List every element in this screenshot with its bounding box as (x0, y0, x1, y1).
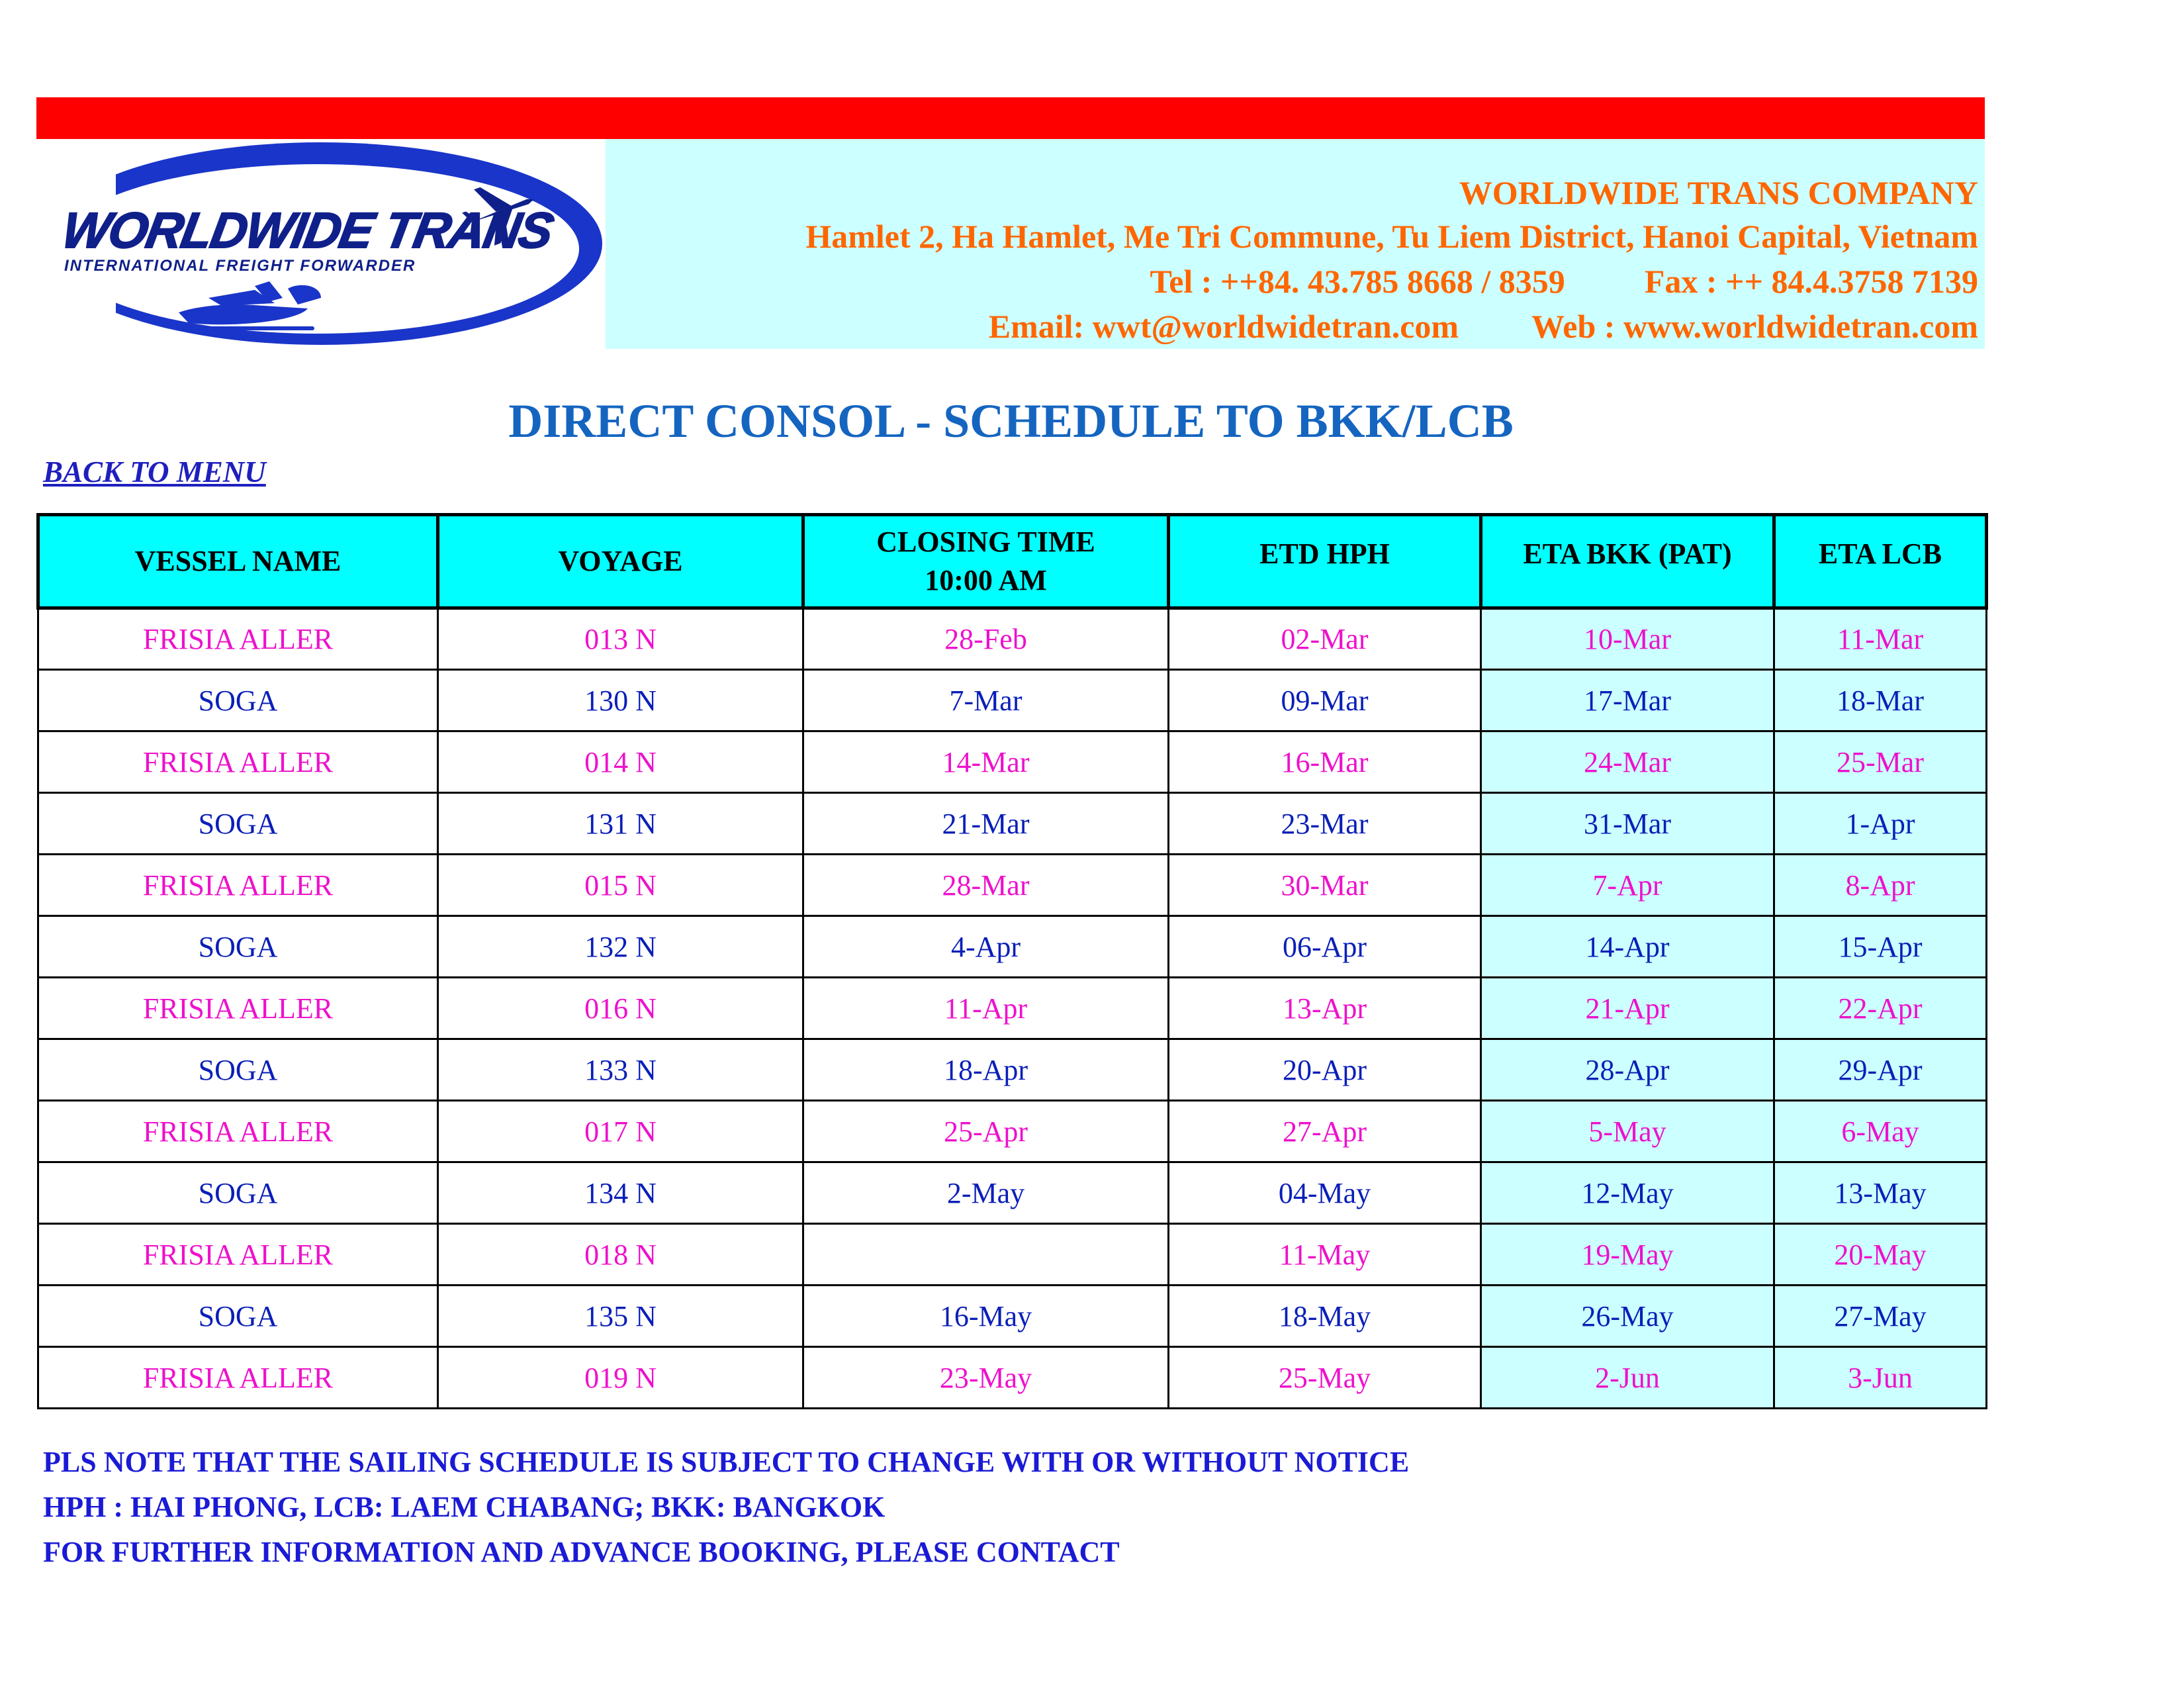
cell-vessel: FRISIA ALLER (38, 1347, 438, 1409)
header-red-bar (36, 97, 1985, 139)
cell-voyage: 016 N (438, 978, 803, 1039)
header-vessel-name: VESSEL NAME (38, 515, 438, 608)
cell-eta-bkk: 26-May (1481, 1286, 1774, 1347)
cell-etd: 11-May (1169, 1224, 1481, 1286)
cell-vessel: FRISIA ALLER (38, 608, 438, 670)
cell-closing: 21-Mar (803, 793, 1169, 855)
cell-eta-bkk: 24-Mar (1481, 731, 1774, 793)
cell-eta-lcb: 18-Mar (1774, 670, 1987, 731)
table-row (38, 1347, 1987, 1409)
cell-etd: 25-May (1169, 1347, 1481, 1409)
company-phone-fax (1150, 262, 1978, 301)
company-info-block (606, 139, 1985, 349)
table-header-row (38, 515, 1987, 608)
cell-eta-bkk: 17-Mar (1481, 670, 1774, 731)
note-schedule-change: PLS NOTE THAT THE SAILING SCHEDULE IS SUBJECT TO CHANGE WITH OR WITHOUT NOTICE (43, 1446, 1410, 1478)
cell-voyage: 014 N (438, 731, 803, 793)
cell-closing: 7-Mar (803, 670, 1169, 731)
cell-closing: 18-Apr (803, 1039, 1169, 1101)
cell-eta-bkk: 31-Mar (1481, 793, 1774, 855)
cell-voyage: 131 N (438, 793, 803, 855)
cell-voyage: 015 N (438, 855, 803, 916)
cell-closing: 25-Apr (803, 1101, 1169, 1162)
cell-etd: 13-Apr (1169, 978, 1481, 1039)
cell-closing: 28-Mar (803, 855, 1169, 916)
cell-etd: 18-May (1169, 1286, 1481, 1347)
header-closing-time (803, 515, 1169, 608)
cell-eta-lcb: 8-Apr (1774, 855, 1987, 916)
cell-eta-bkk: 7-Apr (1481, 855, 1774, 916)
table-row (38, 855, 1987, 916)
cell-eta-lcb: 22-Apr (1774, 978, 1987, 1039)
cell-etd: 09-Mar (1169, 670, 1481, 731)
cell-voyage: 019 N (438, 1347, 803, 1409)
cell-closing: 28-Feb (803, 608, 1169, 670)
table-row (38, 916, 1987, 978)
cell-eta-lcb: 29-Apr (1774, 1039, 1987, 1101)
table-row (38, 1224, 1987, 1286)
header-eta-lcb: ETA LCB (1774, 515, 1987, 608)
cell-vessel: FRISIA ALLER (38, 978, 438, 1039)
note-contact: FOR FURTHER INFORMATION AND ADVANCE BOOKING, PLEASE CONTACT (43, 1536, 1120, 1568)
cell-eta-lcb: 11-Mar (1774, 608, 1987, 670)
cell-vessel: FRISIA ALLER (38, 1101, 438, 1162)
page-title: DIRECT CONSOL - SCHEDULE TO BKK/LCB (508, 395, 1514, 447)
table-row (38, 731, 1987, 793)
cell-eta-lcb: 20-May (1774, 1224, 1987, 1286)
cell-voyage: 130 N (438, 670, 803, 731)
footer-notes (43, 1440, 1409, 1575)
cell-closing: 23-May (803, 1347, 1169, 1409)
cell-closing (803, 1224, 1169, 1286)
cell-eta-lcb: 3-Jun (1774, 1347, 1987, 1409)
cell-voyage: 013 N (438, 608, 803, 670)
cell-vessel: FRISIA ALLER (38, 731, 438, 793)
cell-voyage: 133 N (438, 1039, 803, 1101)
company-name: WORLDWIDE TRANS COMPANY (1459, 174, 1978, 211)
cell-eta-bkk: 5-May (1481, 1101, 1774, 1162)
table-row (38, 1162, 1987, 1224)
cell-etd: 27-Apr (1169, 1101, 1481, 1162)
header-voyage: VOYAGE (438, 515, 803, 608)
cell-eta-bkk: 2-Jun (1481, 1347, 1774, 1409)
cell-eta-bkk: 28-Apr (1481, 1039, 1774, 1101)
cell-closing: 2-May (803, 1162, 1169, 1224)
cell-vessel: SOGA (38, 1162, 438, 1224)
table-row (38, 670, 1987, 731)
cell-voyage: 135 N (438, 1286, 803, 1347)
cell-eta-lcb: 6-May (1774, 1101, 1987, 1162)
cell-voyage: 132 N (438, 916, 803, 978)
cell-voyage: 134 N (438, 1162, 803, 1224)
company-web[interactable]: Web : www.worldwidetran.com (1531, 308, 1978, 345)
company-email-web (989, 307, 1978, 346)
cell-vessel: SOGA (38, 670, 438, 731)
cell-etd: 04-May (1169, 1162, 1481, 1224)
cell-vessel: FRISIA ALLER (38, 1224, 438, 1286)
cell-eta-lcb: 27-May (1774, 1286, 1987, 1347)
cell-eta-bkk: 19-May (1481, 1224, 1774, 1286)
header-closing-time-hour: 10:00 AM (925, 564, 1047, 596)
cell-vessel: SOGA (38, 793, 438, 855)
cell-closing: 16-May (803, 1286, 1169, 1347)
cell-voyage: 018 N (438, 1224, 803, 1286)
cell-eta-bkk: 12-May (1481, 1162, 1774, 1224)
table-row (38, 1286, 1987, 1347)
table-row (38, 608, 1987, 670)
logo-tagline: INTERNATIONAL FREIGHT FORWARDER (64, 257, 416, 275)
cell-vessel: SOGA (38, 1286, 438, 1347)
cell-eta-bkk: 14-Apr (1481, 916, 1774, 978)
note-port-abbreviations: HPH : HAI PHONG, LCB: LAEM CHABANG; BKK: BANGKOK (43, 1491, 886, 1523)
company-tel: Tel : ++84. 43.785 8668 / 8359 (1150, 263, 1565, 300)
cell-closing: 4-Apr (803, 916, 1169, 978)
cell-etd: 20-Apr (1169, 1039, 1481, 1101)
cell-closing: 14-Mar (803, 731, 1169, 793)
company-email[interactable]: Email: wwt@worldwidetran.com (988, 308, 1459, 345)
cell-eta-bkk: 21-Apr (1481, 978, 1774, 1039)
company-fax: Fax : ++ 84.4.3758 7139 (1644, 263, 1978, 300)
table-row (38, 978, 1987, 1039)
cell-vessel: SOGA (38, 916, 438, 978)
company-address: Hamlet 2, Ha Hamlet, Me Tri Commune, Tu Liem District, Hanoi Capital, Vietnam (805, 218, 1978, 255)
cell-etd: 02-Mar (1169, 608, 1481, 670)
cell-eta-bkk: 10-Mar (1481, 608, 1774, 670)
cell-vessel: SOGA (38, 1039, 438, 1101)
cell-vessel: FRISIA ALLER (38, 855, 438, 916)
header-closing-time-label: CLOSING TIME (876, 526, 1095, 558)
cell-closing: 11-Apr (803, 978, 1169, 1039)
cell-etd: 16-Mar (1169, 731, 1481, 793)
header-eta-bkk: ETA BKK (PAT) (1481, 515, 1774, 608)
table-row (38, 1101, 1987, 1162)
schedule-table (36, 513, 1988, 1409)
company-logo (36, 139, 606, 349)
header-etd-hph: ETD HPH (1169, 515, 1481, 608)
cell-voyage: 017 N (438, 1101, 803, 1162)
cell-etd: 23-Mar (1169, 793, 1481, 855)
back-to-menu-link[interactable]: BACK TO MENU (43, 455, 266, 489)
logo-name: WORLDWIDE TRANS (58, 203, 557, 259)
cell-eta-lcb: 25-Mar (1774, 731, 1987, 793)
cell-etd: 30-Mar (1169, 855, 1481, 916)
table-row (38, 793, 1987, 855)
cell-eta-lcb: 15-Apr (1774, 916, 1987, 978)
cell-etd: 06-Apr (1169, 916, 1481, 978)
table-row (38, 1039, 1987, 1101)
cell-eta-lcb: 13-May (1774, 1162, 1987, 1224)
cell-eta-lcb: 1-Apr (1774, 793, 1987, 855)
